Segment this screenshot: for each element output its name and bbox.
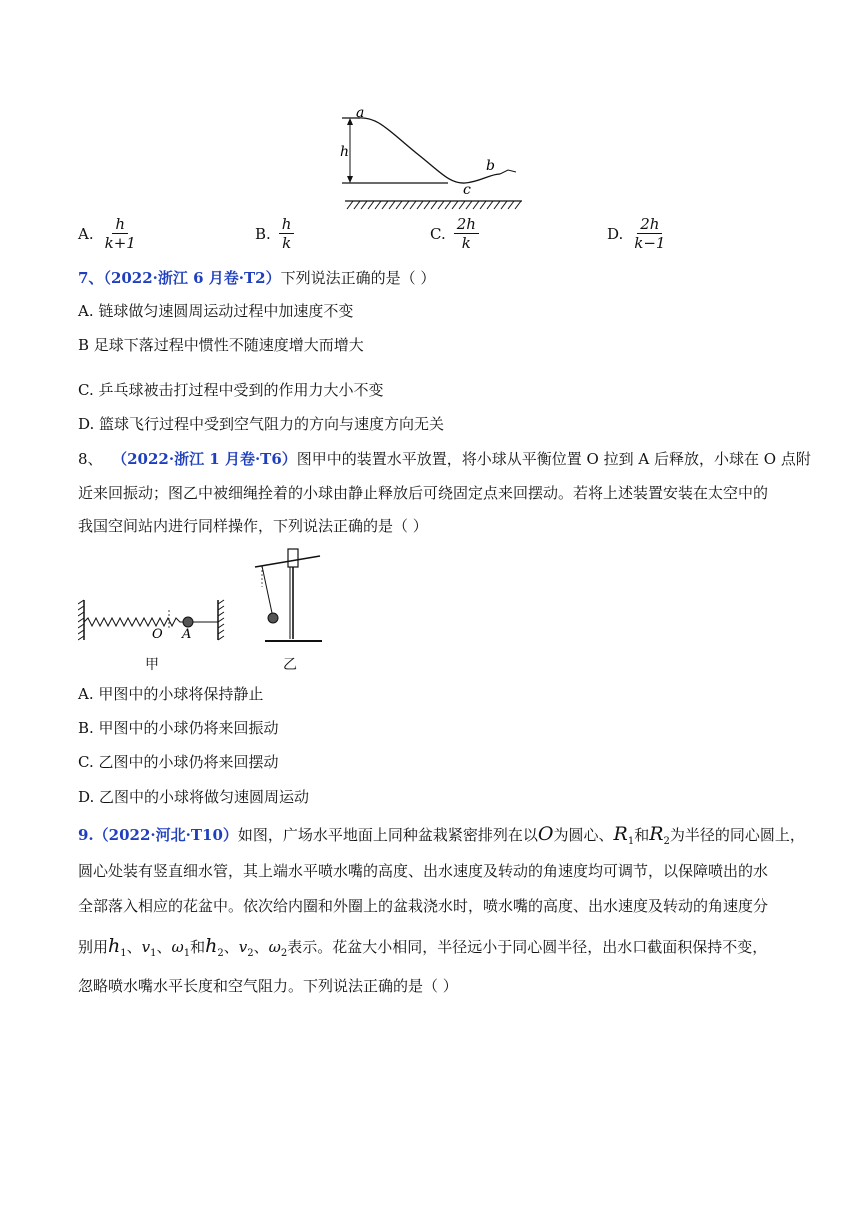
separator: 、 <box>126 938 142 956</box>
denominator: k−1 <box>634 234 666 252</box>
subscript: 2 <box>280 948 288 959</box>
question-number: 8、 <box>78 450 103 468</box>
option-letter: C. <box>430 224 446 243</box>
symbol-v1: v <box>141 938 151 956</box>
text: 别用 <box>78 938 109 956</box>
q6-option-c <box>430 215 479 252</box>
numerator: h <box>279 215 295 234</box>
option-letter: D. <box>607 224 624 243</box>
question-number: 7、 <box>78 269 104 287</box>
fraction <box>279 215 295 252</box>
subscript: 2 <box>663 836 670 847</box>
text: 和 <box>634 826 650 844</box>
q9-line-2: 圆心处装有竖直细水管，其上端水平喷水嘴的高度、出水速度及转动的角速度均可调节，以保障喷出的水 <box>78 862 769 880</box>
q9-line-3: 全部落入相应的花盆中。依次给内圈和外圈上的盆栽浇水时，喷水嘴的高度、出水速度及转动的角速度分 <box>78 897 769 915</box>
subscript: 2 <box>247 948 254 959</box>
q8-option-c: C. 乙图中的小球仍将来回摆动 <box>78 753 279 771</box>
text: 为半径的同心圆上， <box>669 826 805 844</box>
q6-option-b <box>255 215 294 252</box>
separator: 、 <box>253 938 269 956</box>
text: 表示。花盆大小相同，半径远小于同心圆半径，出水口截面积保持不变， <box>287 938 768 956</box>
q9-line-5: 忽略喷水嘴水平长度和空气阻力。下列说法正确的是（ ） <box>78 977 458 995</box>
subscript: 1 <box>120 948 127 959</box>
label-o: O <box>152 627 163 642</box>
caption-yi: 乙 <box>283 657 297 673</box>
label-h: h <box>340 144 350 160</box>
q9-line-1 <box>78 824 805 852</box>
question-source: （2022·浙江 6 月卷·T2） <box>103 269 281 287</box>
pendulum-figure <box>250 547 330 649</box>
question-text: 图甲中的装置水平放置，将小球从平衡位置 O 拉到 A 后释放，小球在 O 点附 <box>296 450 811 468</box>
symbol-r2: R <box>649 823 664 845</box>
text: 为圆心、 <box>553 826 614 844</box>
denominator: k+1 <box>104 234 136 252</box>
symbol-h2: h <box>205 935 218 957</box>
denominator: k <box>282 234 292 252</box>
symbol-w2: ω <box>268 938 281 956</box>
label-a: a <box>356 105 365 121</box>
q7-option-d: D. 篮球飞行过程中受到空气阻力的方向与速度方向无关 <box>78 415 445 433</box>
q6-option-a <box>78 215 139 252</box>
numerator: 2h <box>637 215 662 234</box>
caption-jia: 甲 <box>145 657 159 673</box>
q6-options <box>0 215 860 265</box>
option-letter: A. <box>78 224 94 243</box>
label-b: b <box>486 158 495 174</box>
symbol-w1: ω <box>171 938 184 956</box>
question-source: （2022·浙江 1 月卷·T6） <box>112 450 297 468</box>
option-letter: B. <box>255 224 271 243</box>
text: 如图，广场水平地面上同种盆栽紧密排列在以 <box>237 826 538 844</box>
separator: 、 <box>156 938 172 956</box>
numerator: 2h <box>454 215 479 234</box>
q8-option-a: A. 甲图中的小球将保持静止 <box>78 685 264 703</box>
q8-stem-line-3: 我国空间站内进行同样操作，下列说法正确的是（ ） <box>78 517 428 535</box>
fraction <box>631 215 668 252</box>
q8-stem-line-1 <box>78 449 811 469</box>
fraction <box>454 215 479 252</box>
question-number: 9. <box>78 826 94 844</box>
slope-figure <box>330 104 530 214</box>
subscript: 1 <box>627 836 635 847</box>
separator: 、 <box>223 938 239 956</box>
q8-option-b: B. 甲图中的小球仍将来回振动 <box>78 719 279 737</box>
subscript: 2 <box>217 948 224 959</box>
label-c: c <box>463 182 471 198</box>
subscript: 1 <box>183 948 191 959</box>
fraction <box>102 215 139 252</box>
symbol-h1: h <box>108 935 121 957</box>
symbol-o: O <box>537 823 554 845</box>
q9-line-4 <box>78 936 767 964</box>
question-text: 下列说法正确的是（ ） <box>280 269 436 287</box>
q6-option-d <box>607 215 668 252</box>
subscript: 1 <box>150 948 157 959</box>
q7-option-a: A. 链球做匀速圆周运动过程中加速度不变 <box>78 302 354 320</box>
q8-stem-line-2: 近来回振动；图乙中被细绳拴着的小球由静止释放后可绕固定点来回摆动。若将上述装置安装在太空中的 <box>78 484 769 502</box>
question-source: （2022·河北·T10） <box>93 826 238 844</box>
spring-figure <box>78 596 228 646</box>
denominator: k <box>461 234 471 252</box>
q7-option-c: C. 乒乓球被击打过程中受到的作用力大小不变 <box>78 381 384 399</box>
q7-option-b: B 足球下落过程中惯性不随速度增大而增大 <box>78 336 364 354</box>
numerator: h <box>112 215 128 234</box>
symbol-r1: R <box>613 823 628 845</box>
q7-stem <box>78 268 435 288</box>
text: 和 <box>190 938 206 956</box>
q8-option-d: D. 乙图中的小球将做匀速圆周运动 <box>78 788 310 806</box>
label-a-point: A <box>182 627 192 642</box>
symbol-v2: v <box>238 938 248 956</box>
